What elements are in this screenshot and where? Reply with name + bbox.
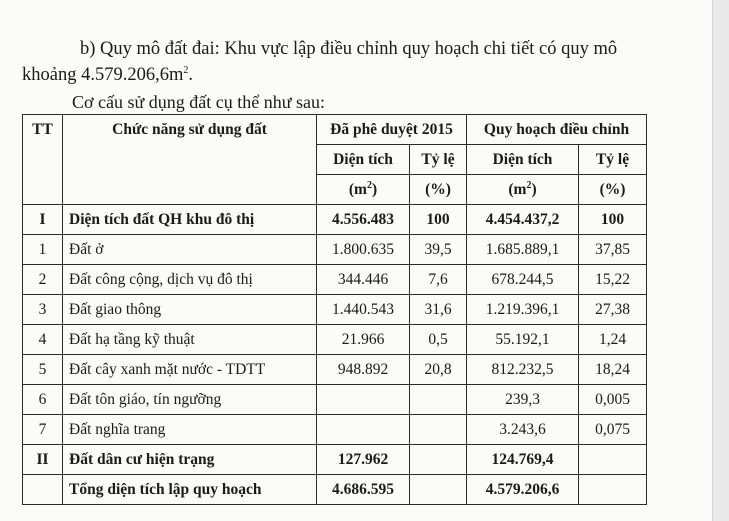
header-ratio-unit-adjusted: (%) [579,175,647,205]
row-area-adjusted: 1.685.889,1 [467,235,579,265]
paragraph-line-1: b) Quy mô đất đai: Khu vực lập điều chỉnh quy hoạch chi tiết có quy mô [80,39,618,59]
table-row [23,205,647,235]
paragraph-line-2-suffix: . [188,65,193,85]
row-ratio-2015: 0,5 [410,325,467,355]
table-row [23,325,647,355]
row-ratio-adjusted: 0,005 [579,385,647,415]
header-area-unit-2015 [317,175,410,205]
row-area-2015: 4.686.595 [317,475,410,505]
table-row [23,415,647,445]
row-name: Đất ở [63,235,317,265]
table-row [23,385,647,415]
row-name: Đất hạ tầng kỹ thuật [63,325,317,355]
header-ratio-adjusted: Tỷ lệ [579,145,647,175]
paragraph-line-2 [22,62,682,88]
row-ratio-adjusted: 18,24 [579,355,647,385]
row-ratio-2015 [410,475,467,505]
header-ratio-2015: Tỷ lệ [410,145,467,175]
row-name: Diện tích đất QH khu đô thị [63,205,317,235]
row-tt: 6 [23,385,63,415]
page-edge [712,0,729,521]
table-row-total [23,475,647,505]
table-intro: Cơ cấu sử dụng đất cụ thể như sau: [72,92,325,112]
row-tt: II [23,445,63,475]
row-name: Đất giao thông [63,295,317,325]
paragraph-line-2-text: khoảng 4.579.206,6m [22,65,184,85]
header-ratio-unit-2015: (%) [410,175,467,205]
row-ratio-adjusted: 0,075 [579,415,647,445]
row-ratio-adjusted: 100 [579,205,647,235]
header-area-adjusted: Diện tích [467,145,579,175]
area-unit-close: ) [531,180,537,198]
row-ratio-adjusted [579,475,647,505]
header-function: Chức năng sử dụng đất [63,115,317,205]
row-tt: 2 [23,265,63,295]
area-unit-sup: 2 [366,179,372,191]
row-tt: 5 [23,355,63,385]
row-area-2015: 1.440.543 [317,295,410,325]
row-area-adjusted: 4.454.437,2 [467,205,579,235]
row-area-2015: 344.446 [317,265,410,295]
row-area-adjusted: 3.243,6 [467,415,579,445]
row-area-2015: 948.892 [317,355,410,385]
table-row [23,445,647,475]
row-area-2015: 21.966 [317,325,410,355]
header-approved-2015: Đã phê duyệt 2015 [317,115,467,145]
row-name: Đất tôn giáo, tín ngưỡng [63,385,317,415]
row-ratio-2015 [410,385,467,415]
row-ratio-2015: 31,6 [410,295,467,325]
header-tt: TT [23,115,63,205]
row-area-adjusted: 678.244,5 [467,265,579,295]
area-unit-text: (m [348,180,367,198]
table-row [23,295,647,325]
row-tt: 3 [23,295,63,325]
row-name: Đất công cộng, dịch vụ đô thị [63,265,317,295]
row-tt: 7 [23,415,63,445]
row-area-2015 [317,385,410,415]
row-area-adjusted: 1.219.396,1 [467,295,579,325]
row-ratio-2015: 39,5 [410,235,467,265]
table-row [23,355,647,385]
area-unit-close: ) [371,180,378,198]
land-use-table [22,114,647,505]
row-ratio-2015: 20,8 [410,355,467,385]
row-area-2015 [317,415,410,445]
row-area-adjusted: 124.769,4 [467,445,579,475]
row-area-adjusted: 4.579.206,6 [467,475,579,505]
row-area-2015: 127.962 [317,445,410,475]
row-area-2015: 4.556.483 [317,205,410,235]
row-ratio-2015: 100 [410,205,467,235]
table-header-row-1 [23,115,647,145]
row-ratio-2015: 7,6 [410,265,467,295]
row-ratio-adjusted: 15,22 [579,265,647,295]
area-unit-text: (m [508,180,527,198]
header-adjusted-plan: Quy hoạch điều chỉnh [467,115,647,145]
row-ratio-adjusted: 1,24 [579,325,647,355]
row-ratio-adjusted: 27,38 [579,295,647,325]
row-name: Đất nghĩa trang [63,415,317,445]
row-area-2015: 1.800.635 [317,235,410,265]
row-area-adjusted: 812.232,5 [467,355,579,385]
header-area-2015: Diện tích [317,145,410,175]
row-tt: 4 [23,325,63,355]
row-ratio-2015 [410,415,467,445]
row-name: Đất dân cư hiện trạng [63,445,317,475]
row-name: Đất cây xanh mặt nước - TDTT [63,355,317,385]
row-area-adjusted: 239,3 [467,385,579,415]
row-tt: I [23,205,63,235]
row-ratio-adjusted: 37,85 [579,235,647,265]
row-tt [23,475,63,505]
table-row [23,265,647,295]
row-ratio-2015 [410,445,467,475]
header-area-unit-adjusted [467,175,579,205]
paragraph-line-2-sup: 2 [183,64,189,76]
land-scale-paragraph [22,36,682,88]
row-name: Tổng diện tích lập quy hoạch [63,475,317,505]
row-tt: 1 [23,235,63,265]
area-unit-sup: 2 [526,179,532,191]
row-ratio-adjusted [579,445,647,475]
row-area-adjusted: 55.192,1 [467,325,579,355]
table-row [23,235,647,265]
